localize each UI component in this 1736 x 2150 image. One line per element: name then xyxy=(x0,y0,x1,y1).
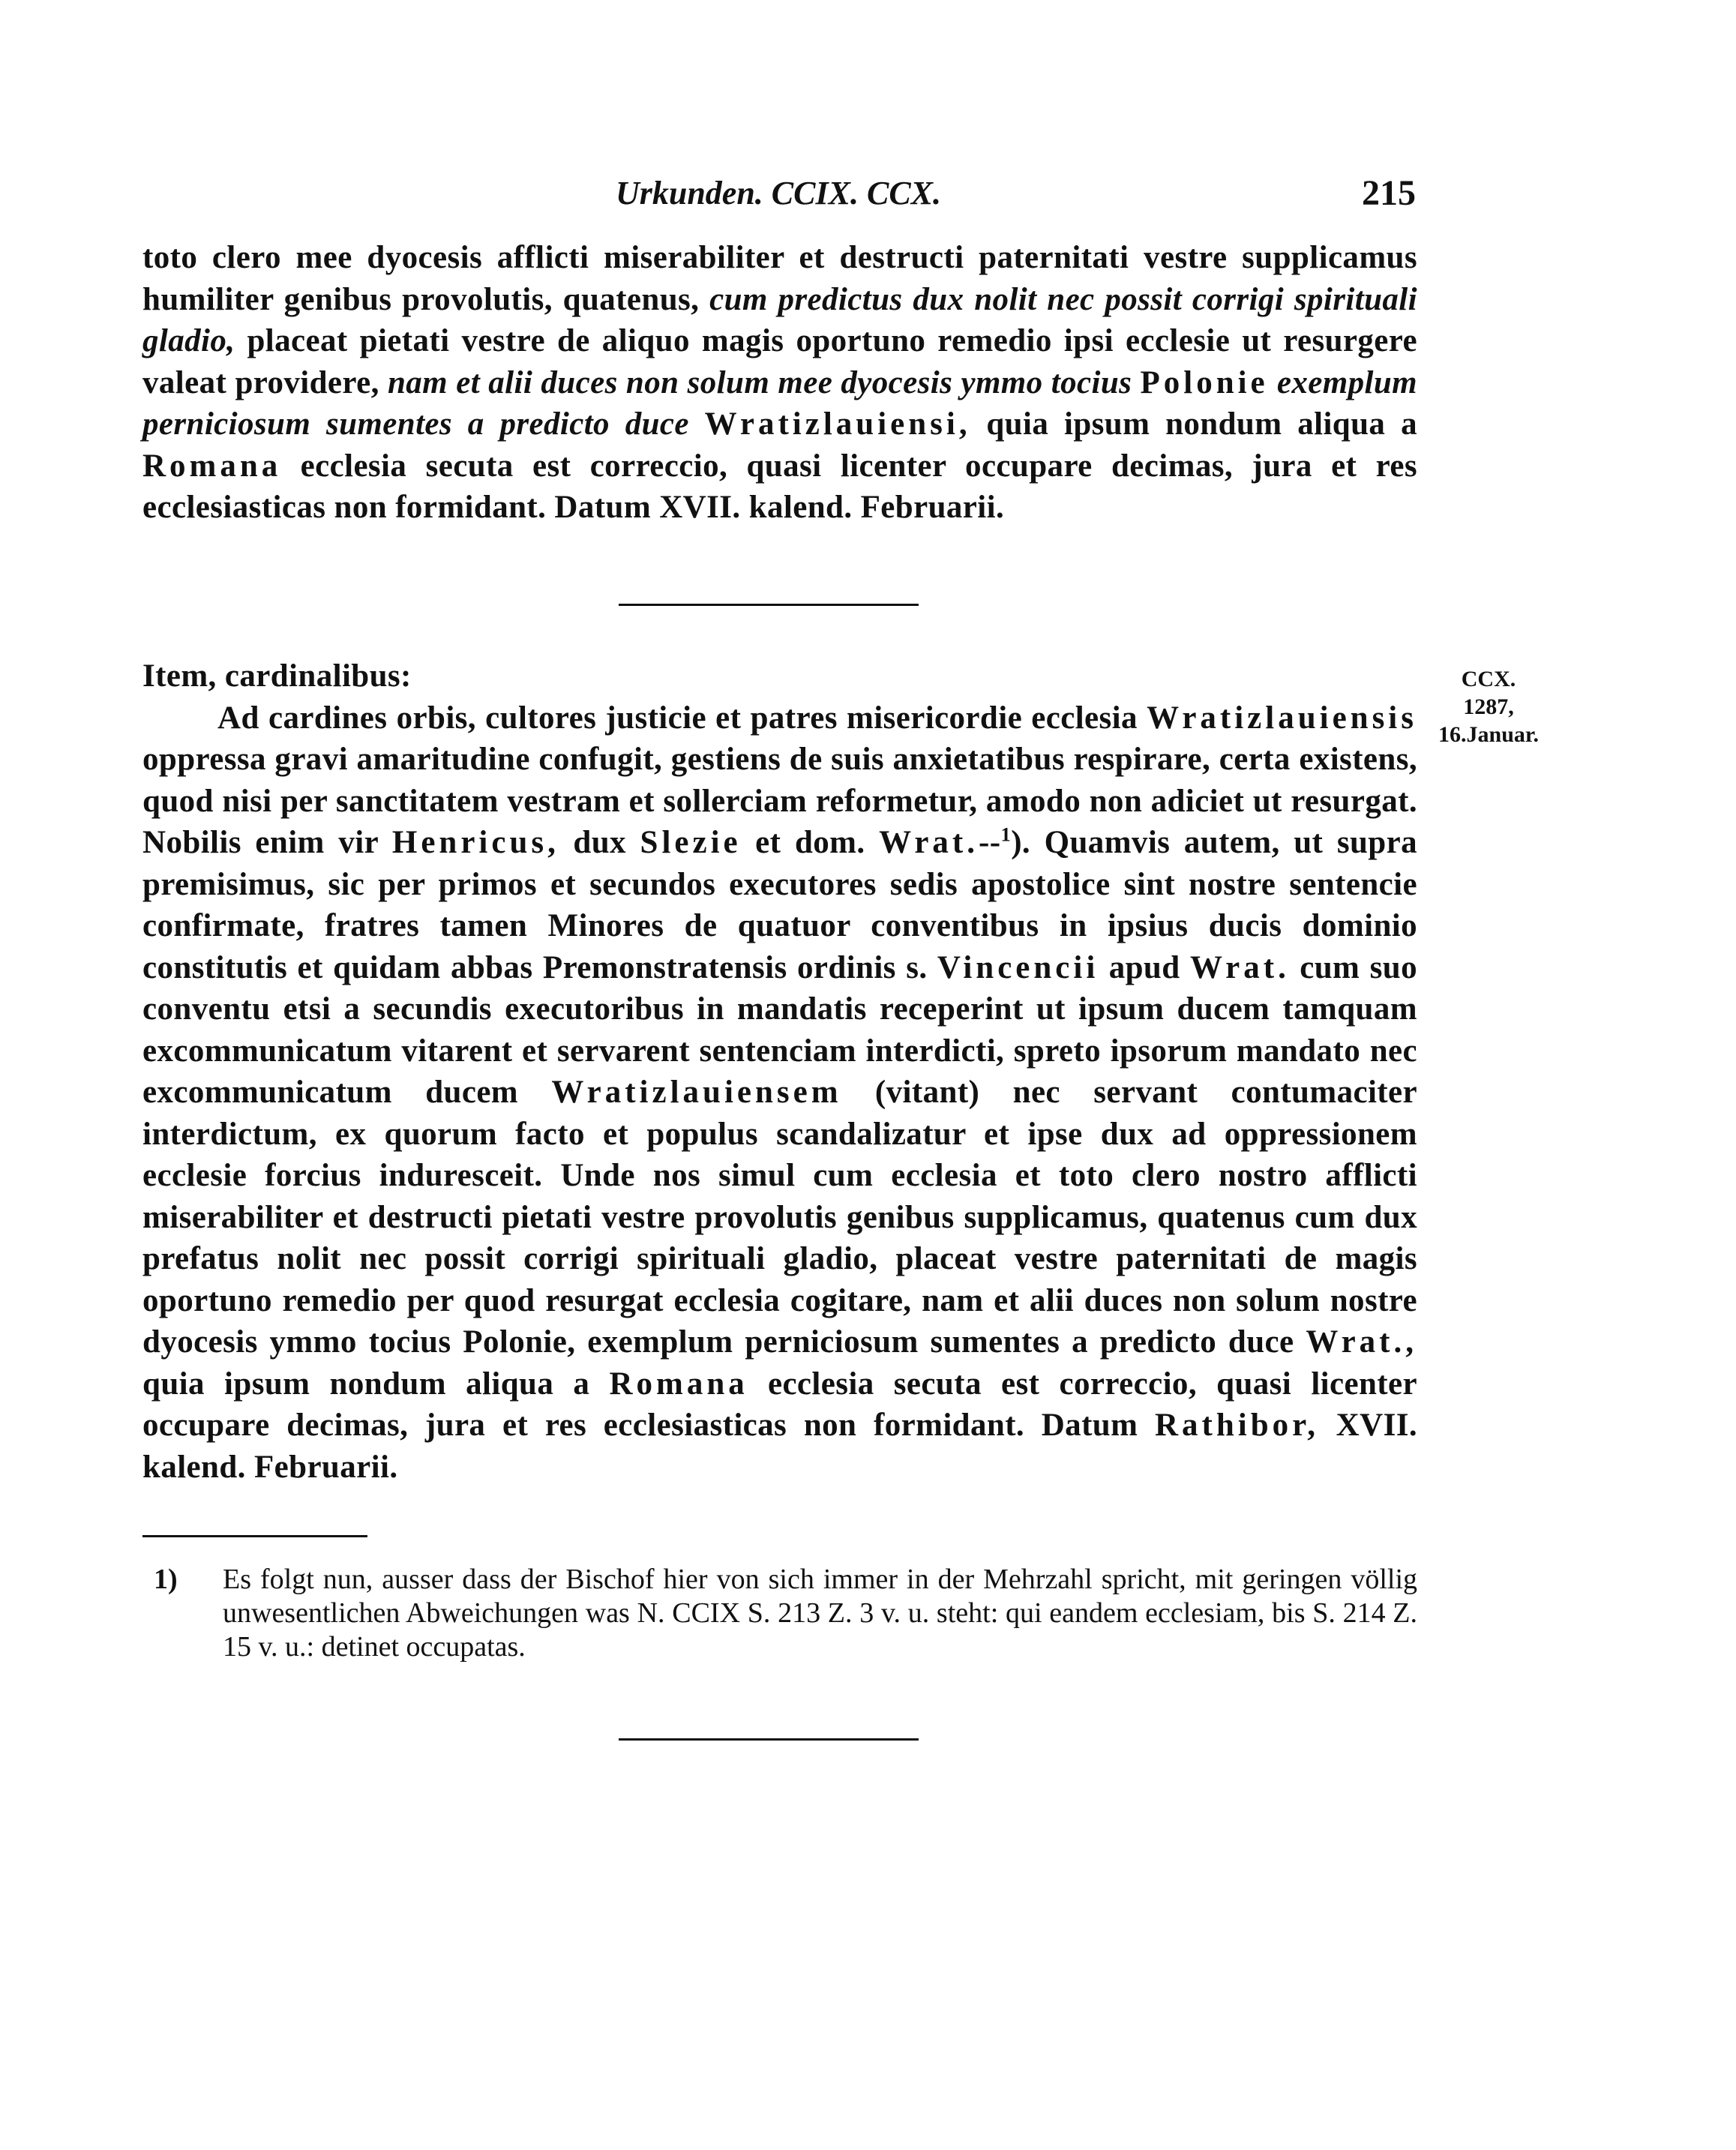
charter-date: 16.Januar. xyxy=(1438,722,1539,747)
section-divider xyxy=(619,604,919,606)
charter-number: CCX. xyxy=(1461,667,1516,691)
text-run: quia ipsum nondum aliqua a xyxy=(970,406,1417,442)
charter-ccix-continuation xyxy=(142,237,1417,529)
spaced-name: Rathibor, xyxy=(1154,1408,1320,1443)
charter-ccx xyxy=(142,655,1417,1488)
charter-address: Item, cardinalibus: xyxy=(142,658,412,694)
running-title: Urkunden. CCIX. CCX. xyxy=(615,175,942,211)
spaced-name: Vincencii xyxy=(937,949,1099,985)
charter-ccix-paragraph xyxy=(142,237,1417,529)
text-run: (vitant) nec servant contumaciter interdictum, ex quorum facto et populus scandalizatur et ipse dux ad oppressionem ecclesie forcius induresceit. Unde nos simul cum ecclesia et toto clero nostro afflicti miserabiliter et destructi pietati vestre provolutis genibus supplicamus, quatenus cum dux prefatus nolit nec possit corrigi spirituali gladio, placeat vestre paternitati de magis oportuno remedio per quod resurgat ecclesia cogitare, nam et alii duces non solum nostre dyocesis ymmo tocius Polonie, exemplum perniciosum sumentes a predicto duce xyxy=(142,1075,1417,1360)
text-run: XVII. kalend. Februarii. xyxy=(142,1408,1417,1485)
text-run: dux xyxy=(559,825,640,860)
spaced-name: Wratizlauiensi, xyxy=(704,406,971,442)
text-run: -- xyxy=(979,825,1001,860)
text-run: oppressa gravi amaritudine confugit, gestiens de suis anxietatibus respirare, certa existens, quod nisi per sanctitatem vestram et sollerciam reformetur, amodo non adiciet ut resurgat. Nobilis enim vir xyxy=(142,742,1417,860)
spaced-name: Romana xyxy=(142,448,282,484)
spaced-name: Wratizlauiensem xyxy=(551,1075,842,1110)
footnote-divider xyxy=(142,1535,367,1537)
text-run: apud xyxy=(1099,949,1190,985)
spaced-name: Wratizlauiensis xyxy=(1147,700,1417,736)
footnotes xyxy=(154,1563,1417,1664)
charter-year: 1287, xyxy=(1463,694,1514,719)
spaced-name: Henricus, xyxy=(391,825,559,860)
page-end-divider xyxy=(619,1738,919,1741)
footnote-marker: 1) xyxy=(154,1564,178,1595)
text-run: quia ipsum nondum aliqua a xyxy=(142,1366,610,1402)
italic-text: cum predictus dux nolit nec possit corrigi spirituali gladio, xyxy=(142,281,1417,358)
text-run: toto clero mee dyocesis afflicti miserabiliter et destructi paternitati vestre supplicamus humiliter genibus provolutis, quatenus, xyxy=(142,240,1417,317)
spaced-name: Romana xyxy=(609,1366,748,1402)
charter-ccx-paragraph xyxy=(142,697,1417,1489)
spaced-name: Wrat. xyxy=(1189,949,1290,985)
charter-margin-note xyxy=(1425,665,1552,748)
italic-text: nam et alii duces non solum mee dyocesis ymmo tocius xyxy=(387,364,1132,400)
text-run: placeat pietati vestre de aliquo magis oportuno remedio ipsi ecclesie ut resurgere valeat providere, xyxy=(142,323,1417,400)
page-number: 215 xyxy=(1362,173,1416,213)
text-run: ). Quamvis autem, ut supra premisimus, sic per primos et secundos executores sedis apostolice sint nostre sentencie confirmate, fratres tamen Minores de quatuor conventibus in ipsius ducis dominio constitutis et quidam abbas Premonstratensis ordinis s. xyxy=(142,825,1417,985)
spaced-name: Polonie xyxy=(1140,364,1269,400)
spaced-name: Slezie xyxy=(640,825,742,860)
text-run: Ad cardines orbis, cultores justicie et patres misericordie ecclesia xyxy=(217,700,1147,736)
text-run: ecclesia secuta est correccio, quasi licenter occupare decimas, jura et res ecclesiasticas non formidant. Datum xyxy=(142,1366,1417,1443)
italic-text: exemplum perniciosum sumentes a predicto duce xyxy=(142,364,1417,442)
text-run: et dom. xyxy=(741,825,880,860)
text-run: cum suo conventu etsi a secundis executoribus in mandatis receperint ut ipsum ducem tamquam excommunicatum vitarent et servarent sentenciam interdicti, spreto ipsorum mandato nec excommunicatum ducem xyxy=(142,949,1418,1110)
footnote-text: Es folgt nun, ausser dass der Bischof hier von sich immer in der Mehrzahl spricht, mit geringen völlig unwesentlichen Abweichungen was N. CCIX S. 213 Z. 3 v. u. steht: qui eandem ecclesiam, bis S. 214 Z. 15 v. u.: detinet occupatas. xyxy=(223,1564,1417,1663)
text-run: ecclesia secuta est correccio, quasi licenter occupare decimas, jura et res ecclesiasticas non formidant. Datum XVII. kalend. Februarii. xyxy=(142,448,1417,525)
spaced-name: Wrat., xyxy=(1306,1324,1417,1360)
spaced-name: Wrat. xyxy=(879,825,979,860)
text-run xyxy=(1132,365,1140,400)
footnote xyxy=(154,1563,1417,1664)
footnote-reference: 1 xyxy=(1000,823,1012,846)
running-head xyxy=(141,171,1416,223)
text-run xyxy=(689,406,705,442)
text-run xyxy=(1269,365,1277,400)
